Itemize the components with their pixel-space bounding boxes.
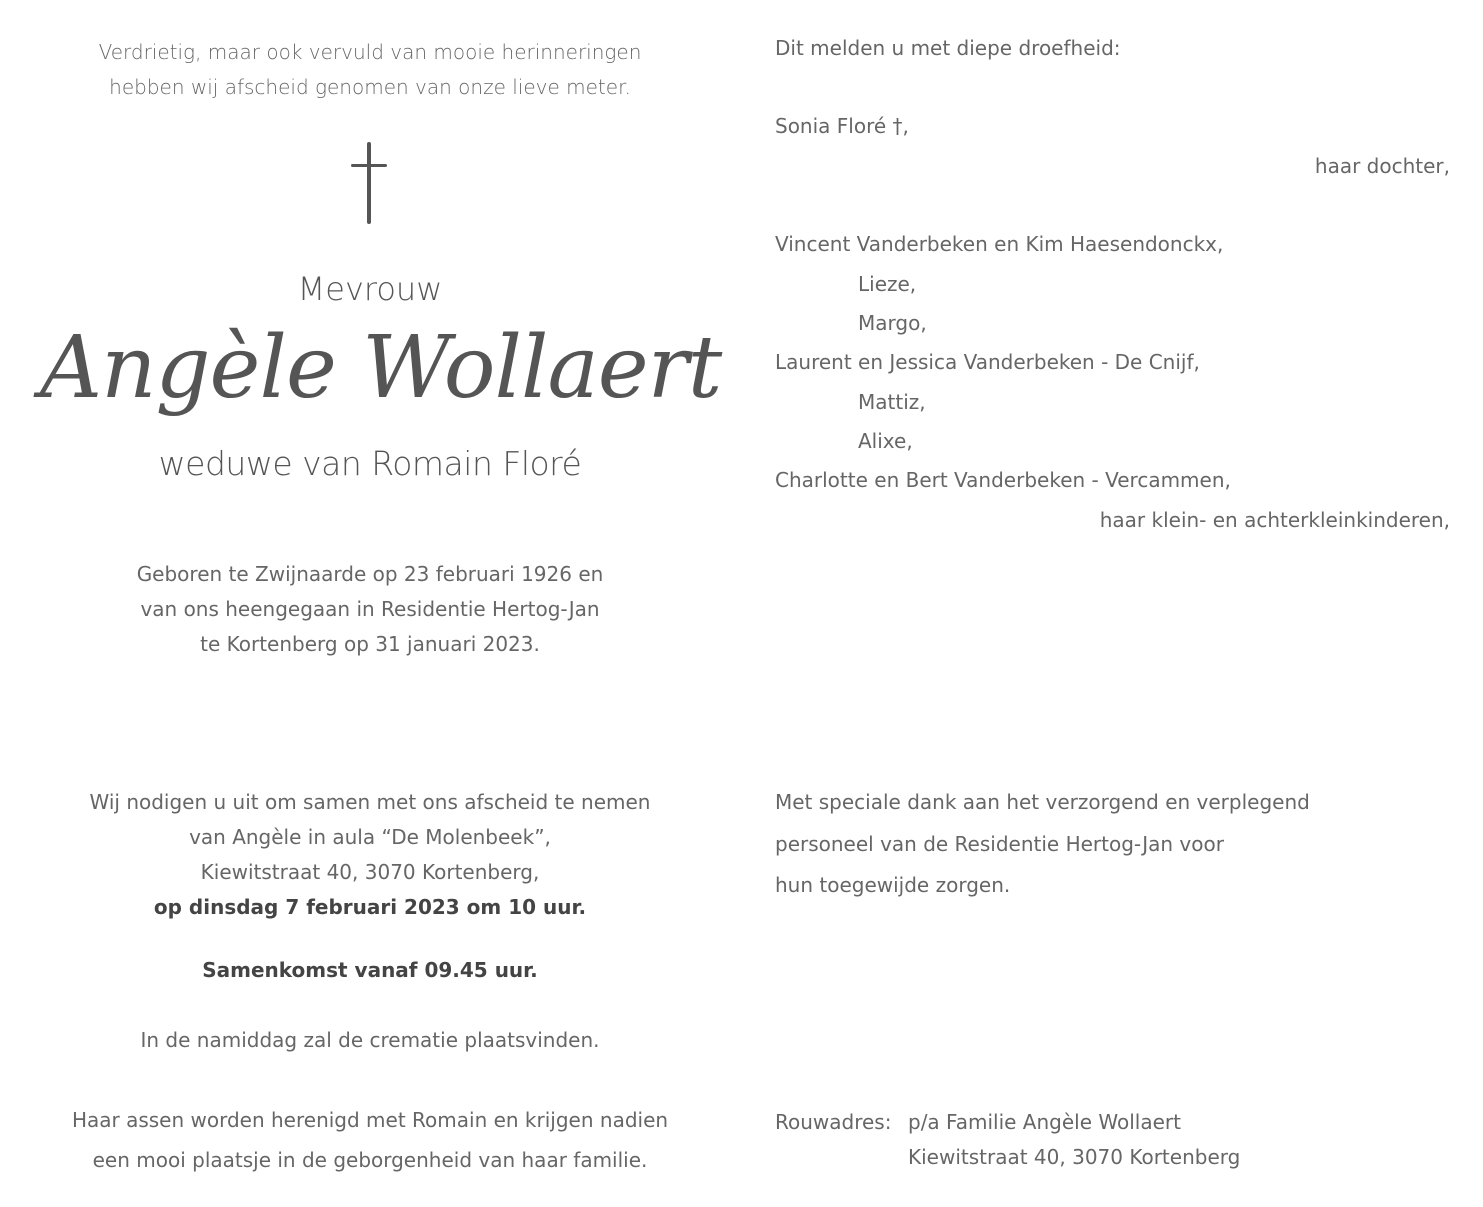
honorific: Mevrouw bbox=[297, 270, 443, 308]
born-line-1: Geboren te Zwijnaarde op 23 februari 1926 en bbox=[136, 562, 604, 586]
thanks-line-2: personeel van de Residentie Hertog-Jan voor bbox=[775, 832, 1224, 856]
cremation-note: In de namiddag zal de crematie plaatsvinden. bbox=[140, 1028, 600, 1052]
invitation bbox=[40, 785, 700, 925]
daughter-role: haar dochter, bbox=[1314, 154, 1450, 178]
ashes-line-2: een mooi plaatsje in de geborgenheid van haar familie. bbox=[92, 1148, 648, 1172]
address-label: Rouwadres: bbox=[775, 1110, 892, 1134]
family-line-margo: Margo, bbox=[858, 311, 927, 335]
family-line-vincent: Vincent Vanderbeken en Kim Haesendonckx, bbox=[775, 232, 1224, 256]
daughter-name: Sonia Floré †, bbox=[775, 114, 909, 138]
widow-of: weduwe van Romain Floré bbox=[158, 444, 582, 483]
intro-line-1: Verdrietig, maar ook vervuld van mooie herinneringen bbox=[98, 40, 642, 64]
family-line-mattiz: Mattiz, bbox=[858, 390, 926, 414]
ashes-line-1: Haar assen worden herenigd met Romain en krijgen nadien bbox=[71, 1108, 669, 1132]
gathering-time: Samenkomst vanaf 09.45 uur. bbox=[202, 958, 538, 982]
address-line-1: p/a Familie Angèle Wollaert bbox=[908, 1110, 1181, 1134]
invitation-line-3: Kiewitstraat 40, 3070 Kortenberg, bbox=[200, 860, 540, 884]
born-line-2: van ons heengegaan in Residentie Hertog-Jan bbox=[140, 597, 600, 621]
address-line-2: Kiewitstraat 40, 3070 Kortenberg bbox=[908, 1145, 1241, 1169]
intro-line-2: hebben wij afscheid genomen van onze lieve meter. bbox=[109, 75, 631, 99]
ashes-note bbox=[40, 1100, 700, 1180]
grandchildren-role: haar klein- en achterkleinkinderen, bbox=[1099, 508, 1450, 532]
invitation-date: op dinsdag 7 februari 2023 om 10 uur. bbox=[153, 895, 587, 919]
family-line-charlotte: Charlotte en Bert Vanderbeken - Vercammen, bbox=[775, 468, 1231, 492]
family-line-lieze: Lieze, bbox=[858, 272, 917, 296]
thanks-line-3: hun toegewijde zorgen. bbox=[775, 873, 1011, 897]
family-line-laurent: Laurent en Jessica Vanderbeken - De Cnijf, bbox=[775, 350, 1200, 374]
cross-icon bbox=[351, 142, 387, 224]
born-line-3: te Kortenberg op 31 januari 2023. bbox=[200, 632, 540, 656]
intro-text bbox=[40, 35, 700, 105]
invitation-line-2: van Angèle in aula “De Molenbeek”, bbox=[189, 825, 551, 849]
announcement: Dit melden u met diepe droefheid: bbox=[775, 36, 1121, 60]
deceased-name: Angèle Wollaert bbox=[40, 318, 722, 418]
birth-death-info bbox=[40, 557, 700, 662]
invitation-line-1: Wij nodigen u uit om samen met ons afscheid te nemen bbox=[89, 790, 651, 814]
thanks-line-1: Met speciale dank aan het verzorgend en verplegend bbox=[775, 790, 1310, 814]
family-line-alixe: Alixe, bbox=[858, 429, 913, 453]
